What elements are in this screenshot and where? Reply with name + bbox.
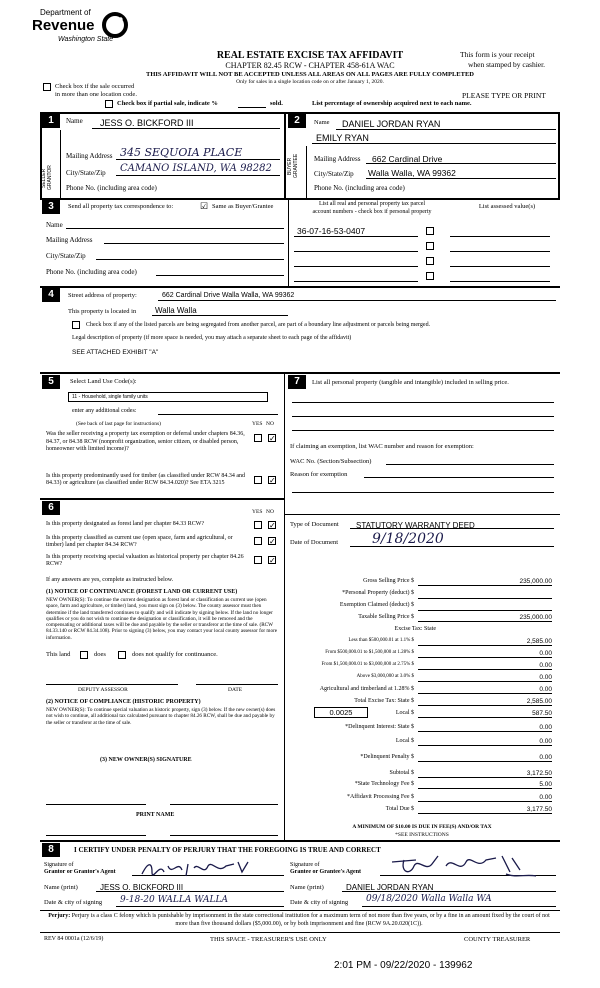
sec5-q1-yes[interactable] [254,434,262,442]
reason-field-2[interactable] [292,484,554,493]
personal-property-label: List all personal property (tangible and intangible) included in selling price. [312,379,509,386]
parcel-2-checkbox[interactable] [426,242,434,250]
additional-codes-label: enter any additional codes: [72,408,137,414]
section-5-number: 5 [42,375,60,389]
grantor-date-city: 9-18-20 WALLA WALLA [120,895,228,905]
does-label: does [94,651,106,658]
section-2-number: 2 [288,114,306,128]
sec6-q2-yes[interactable] [254,537,262,545]
form-warning: THIS AFFIDAVIT WILL NOT BE ACCEPTED UNLESS ALL AREAS ON ALL PAGES ARE FULLY COMPLETED [146,71,474,78]
section-7-number: 7 [288,375,306,389]
dor-logo [32,8,138,58]
grantee-date-city: 09/18/2020 Walla Walla WA [366,894,492,904]
grantee-name-label: Name (print) [290,884,324,891]
buyer-mailing: 662 Cardinal Drive [372,154,443,164]
seller-name-label: Name [66,117,83,125]
sec6-q2: Is this property classified as current use (open space, farm and agricultural, or timber) land per chapter 84.34 RCW? [46,535,233,548]
calc-label-penalty: *Delinquent Penalty $ [360,754,414,760]
divider [558,112,560,198]
land-use-value: 11 - Household, single family units [72,394,148,400]
calc-label-tier3: From $1,500,000.01 to $3,000,000 at 2.75% $ [321,662,414,667]
calc-value-tier2[interactable]: 0.00 [418,650,552,658]
calc-label-excise: Excise Tax: State [394,626,436,632]
send-correspondence-label: Send all property tax correspondence to: [68,203,174,210]
calc-label-local: Local $ [395,710,414,716]
calc-label-tier2: From $500,000.01 to $1,500,000 at 1.28% $ [325,650,414,655]
sec6-q1: Is this property designated as forest land per chapter 84.33 RCW? [46,521,205,527]
calc-label-delinq-local: Local $ [395,738,414,744]
only-for: Only for sales in a single location code on or after January 1, 2020. [236,79,384,85]
parcel-header-2: account numbers - check box if personal property [312,209,432,215]
located-in-label: This property is located in [68,308,137,315]
calc-value-gross[interactable]: 235,000.00 [418,578,552,586]
divider [40,198,560,200]
same-as-buyer-checkbox[interactable]: ☑ [200,201,209,211]
print-name-line-1[interactable] [46,835,146,836]
street-address: 662 Cardinal Drive Walla Walla, WA 99362 [162,292,295,299]
sec3-mailing-label: Mailing Address [46,236,93,244]
county-treasurer: COUNTY TREASURER [464,936,531,943]
calc-label-subtotal: Subtotal $ [389,770,414,776]
personal-property-field-2[interactable] [292,408,554,417]
divider [288,198,289,286]
seller-city-label: City/State/Zip [66,169,106,177]
seller-name: JESS O. BICKFORD III [100,118,194,128]
partial-percent-field[interactable] [238,100,266,108]
divider [40,286,560,288]
local-rate-field[interactable]: 0.0025 [314,707,368,718]
divider [60,130,61,198]
calc-value-personal[interactable] [418,590,552,599]
street-address-label: Street address of property: [68,292,137,299]
yes-header: YES [252,421,263,427]
see-instructions: *SEE INSTRUCTIONS [395,832,449,838]
seller-mailing-label: Mailing Address [66,152,113,160]
additional-codes-field[interactable] [158,406,278,415]
minimum-note: A MINIMUM OF $10.00 IS DUE IN FEE(S) AND/OR TAX [352,824,492,830]
historic-body: NEW OWNER(S): To continue special valuation as historic property, sign (3) below. If the new owner(s) does not wish to continue, all additional tax calculated pursuant to chapter 84.26 RCW, shall be due and payable by the seller or transferor at the time of sale. [46,707,276,726]
calc-label-exemption: Exemption Claimed (deduct) $ [339,602,414,608]
does-checkbox[interactable] [80,651,88,659]
located-in: Walla Walla [155,306,197,315]
sec6-q3-yes[interactable] [254,556,262,564]
if-yes-note: If any answers are yes, complete as instructed below. [46,577,174,583]
sec3-city-label: City/State/Zip [46,252,86,260]
parcel-header-1: List all real and personal property tax parcel [318,201,426,207]
personal-property-field-3[interactable] [292,422,554,431]
assessed-field-2[interactable] [450,240,550,252]
sec6-q3: Is this property receiving special valuation as historical property per chapter 84.26 RCW? [46,554,244,567]
sec5-q2: Is this property predominantly used for timber (as classified under RCW 84.34 and 84.33) or agriculture (as classified under RCW 84.34.020)? See ETA 3215 [46,473,246,486]
grantee-sig-label-1: Signature of [290,862,320,868]
calc-value-local[interactable]: 587.50 [418,710,552,718]
owner-signature-line-1[interactable] [46,804,146,805]
section-3-number: 3 [42,200,60,214]
calc-label-personal: *Personal Property (deduct) $ [342,590,414,596]
rev-number: REV 84 0001a (12/6/19) [44,936,104,942]
sec3-phone-label: Phone No. (including area code) [46,268,137,276]
wac-field[interactable] [386,456,554,465]
sec6-q1-no[interactable]: ✓ [269,521,276,530]
assessed-field-1[interactable] [450,225,550,237]
sec5-q1-no[interactable]: ✓ [269,434,276,443]
buyer-side-label: BUYER GRANTEE [287,153,299,179]
legal-description: SEE ATTACHED EXHIBIT "A" [72,349,159,356]
does-not-checkbox[interactable] [118,651,126,659]
see-back-note: (See back of last page for instructions) [76,421,161,427]
doc-date: 9/18/2020 [372,531,444,547]
legal-description-label: Legal description of property (if more space is needed, you may attach a separate sheet to each page of the affidavit) [72,335,352,341]
calc-value-taxable[interactable]: 235,000.00 [418,614,552,622]
doc-type: STATUTORY WARRANTY DEED [356,521,475,530]
divider [40,498,284,500]
sec3-name-field[interactable] [66,219,284,229]
parcel-number-1: 36-07-16-53-0407 [297,226,366,236]
historic-title: (2) NOTICE OF COMPLIANCE (HISTORIC PROPERTY) [46,699,201,705]
reason-field[interactable] [364,469,554,478]
owner-signature-line-2[interactable] [170,804,278,805]
calc-value-delinq-local[interactable]: 0.00 [418,738,552,746]
calc-label-delinq-state: *Delinquent Interest: State $ [345,724,414,730]
multi-location-checkbox[interactable] [43,83,51,91]
sec3-phone-field[interactable] [156,266,284,276]
does-not-label: does not qualify for continuance. [132,651,218,658]
sec3-mailing-field[interactable] [104,234,284,244]
calc-label-tier4: Above $3,000,000 at 3.0% $ [356,674,414,679]
calc-label-tier1: Less than $500,000.01 at 1.1% $ [348,638,414,643]
new-owner-signature-label: (3) NEW OWNER(S) SIGNATURE [100,757,192,763]
certify-statement: I CERTIFY UNDER PENALTY OF PERJURY THAT THE FOREGOING IS TRUE AND CORRECT [74,846,381,854]
multi-location-label2: in more than one location code. [55,91,137,98]
wac-label: WAC No. (Section/Subsection) [290,458,372,465]
sec6-yes-header: YES [252,509,263,515]
grantor-date-label: Date & city of signing [44,899,103,906]
calc-label-gross: Gross Selling Price $ [363,578,414,584]
calc-label-total-state: Total Excise Tax: State $ [354,698,414,704]
calc-value-subtotal[interactable]: 3,172.50 [418,770,552,778]
grantor-print-name: JESS O. BICKFORD III [100,883,184,892]
buyer-city-label: City/State/Zip [314,170,354,178]
grantor-signature-image [138,858,258,880]
sec6-q3-no[interactable]: ✓ [269,556,276,565]
assessed-header: List assessed value(s) [478,203,536,210]
divider [284,372,285,840]
continuance-body: NEW OWNER(S): To continue the current designation as forest land or classification as current use (open space, farm and agriculture, or timber) land, you must sign on (3) below. The county assessor must then determine if the land transferred continues to qualify and will indicate by signing below. If the land no longer qualifies or you do not wish to continue the designation or classification, it will be removed and the compensating or additional taxes will be due and payable by the seller or transferor at the time of sale. (RCW 84.33.140 or RCW 84.34.108). Prior to signing (3) below, you may contact your local county assessor for more information. [46,597,278,641]
date-line[interactable] [196,684,278,685]
calc-value-total-due[interactable]: 3,177.50 [418,806,552,814]
buyer-phone-label: Phone No. (including area code) [314,184,405,192]
claiming-exemption-label: If claiming an exemption, list WAC number and reason for exemption: [290,443,474,450]
section-6-number: 6 [42,501,60,515]
logo-line2: Revenue [32,17,95,34]
parcel-field-2[interactable] [294,240,418,252]
parcel-field-4[interactable] [294,270,418,282]
calc-value-tier1[interactable]: 2,585.00 [418,638,552,646]
calc-value-total-state[interactable]: 2,585.00 [418,698,552,706]
same-as-buyer-label: Same as Buyer/Grantee [212,203,274,210]
buyer-name-1: DANIEL JORDAN RYAN [342,119,441,129]
sec5-q2-yes[interactable] [254,476,262,484]
sec6-no-header: NO [266,509,274,515]
form-subtitle: CHAPTER 82.45 RCW - CHAPTER 458-61A WAC [225,61,395,70]
please-type: PLEASE TYPE OR PRINT [462,91,546,100]
calc-value-tier3[interactable]: 0.00 [418,662,552,670]
logo-line3: Washington State [58,36,114,43]
grantor-sig-label-2: Grantor or Grantor's Agent [44,869,116,875]
this-land-label: This land [46,651,71,658]
partial-sale-label: Check box if partial sale, indicate % [117,100,218,107]
perjury-text: Perjury is a class C felony which is punishable by imprisonment in the state correctional institution for a maximum term of not more than five years, or by a fine in an amount fixed by the court of not more than five thousand dollars ($5,000.00), or by both imprisonment and fine (RCW 9A.20.020(1C)). [71,913,550,927]
calc-label-processing: *Affidavit Processing Fee $ [346,794,414,800]
deputy-line[interactable] [46,684,178,685]
sec5-q2-no[interactable]: ✓ [269,476,276,485]
personal-property-field-1[interactable] [292,394,554,403]
divider [40,372,560,374]
sec6-q1-yes[interactable] [254,521,262,529]
treasurer-space: THIS SPACE - TREASURER'S USE ONLY [210,936,327,943]
section-8-number: 8 [42,843,60,857]
grantor-sig-label-1: Signature of [44,862,74,868]
divider [306,146,307,198]
divider [40,840,560,842]
assessed-field-4[interactable] [450,270,550,282]
receipt-stamp: 2:01 PM - 09/22/2020 - 139962 [334,960,473,971]
calc-value-tier4[interactable]: 0.00 [418,674,552,682]
continuance-title: (1) NOTICE OF CONTINUANCE (FOREST LAND OR CURRENT USE) [46,589,238,595]
calc-value-exemption[interactable] [418,602,552,611]
grantee-date-label: Date & city of signing [290,899,349,906]
buyer-city: Walla Walla, WA 99362 [368,168,456,178]
doc-type-label: Type of Document [290,521,339,528]
multi-location-label: Check box if the sale occurred [55,83,135,90]
print-name-line-2[interactable] [170,835,278,836]
divider [40,932,560,933]
parcel-1-checkbox[interactable] [426,227,434,235]
calc-label-total-due: Total Due $ [385,806,414,812]
calc-value-processing[interactable]: 0.00 [418,794,552,802]
calc-value-tech-fee[interactable]: 5.00 [418,781,552,789]
seller-mailing: 345 SEQUOIA PLACE [120,146,243,159]
divider [284,112,286,198]
land-use-label: Select Land Use Code(s): [70,378,137,385]
sec5-q1: Was the seller receiving a property tax exemption or deferral under chapters 84.36, 84.37, or 84.38 RCW (nonprofit organization, senior citizen, or disabled person, homeowner with limited income)? [46,431,245,452]
sec3-name-label: Name [46,221,63,229]
calc-label-taxable: Taxable Selling Price $ [358,614,414,620]
dor-swoosh-icon [102,12,128,38]
buyer-name-2: EMILY RYAN [316,133,369,143]
calc-value-penalty[interactable]: 0.00 [418,754,552,762]
parcel-field-1[interactable] [294,225,418,237]
date-label: DATE [228,687,243,693]
calc-label-agri: Agricultural and timberland at 1.28% $ [319,686,414,692]
calc-value-agri[interactable]: 0.00 [418,686,552,694]
calc-label-tech-fee: *State Technology Fee $ [354,781,414,787]
receipt-note: This form is your receipt [460,50,535,59]
parcel-3-checkbox[interactable] [426,257,434,265]
logo-line1: Department of [40,8,91,17]
seller-side-label: SELLER GRANTOR [41,165,53,191]
land-use-select[interactable] [68,392,268,402]
segregated-label: Check box if any of the listed parcels are being segregated from another parcel, are part of a boundary line adjustment or parcels being merged. [86,322,431,328]
deputy-assessor-label: DEPUTY ASSESSOR [78,687,128,693]
grantee-sig-label-2: Grantee or Grantee's Agent [290,869,362,875]
buyer-name-label: Name [314,119,330,126]
partial-sale-checkbox[interactable] [105,100,113,108]
sec3-city-field[interactable] [96,250,284,260]
assessed-field-3[interactable] [450,255,550,267]
perjury-notice [44,913,554,928]
grantee-signature-image [386,852,556,880]
grantor-name-label: Name (print) [44,884,78,891]
buyer-mailing-label: Mailing Address [314,155,361,163]
seller-phone-label: Phone No. (including area code) [66,184,157,192]
calc-value-delinq-state[interactable]: 0.00 [418,724,552,732]
parcel-field-3[interactable] [294,255,418,267]
sec6-q2-no[interactable]: ✓ [269,537,276,546]
reason-label: Reason for exemption [290,471,348,478]
grantee-print-name: DANIEL JORDAN RYAN [346,883,434,892]
sold-label: sold. [270,100,283,107]
stamped-note: when stamped by cashier. [468,60,546,69]
no-header: NO [266,421,274,427]
divider [284,514,560,515]
seller-city: CAMANO ISLAND, WA 98282 [120,163,272,174]
section-1-number: 1 [42,114,60,128]
perjury-label: Perjury: [48,913,71,919]
print-name-label: PRINT NAME [136,812,175,818]
doc-date-label: Date of Document [290,539,339,546]
segregated-checkbox[interactable] [72,321,80,329]
divider [40,910,560,911]
form-title: REAL ESTATE EXCISE TAX AFFIDAVIT [216,50,404,61]
parcel-4-checkbox[interactable] [426,272,434,280]
list-percent-label: List percentage of ownership acquired next to each name. [312,100,472,107]
section-4-number: 4 [42,288,60,302]
